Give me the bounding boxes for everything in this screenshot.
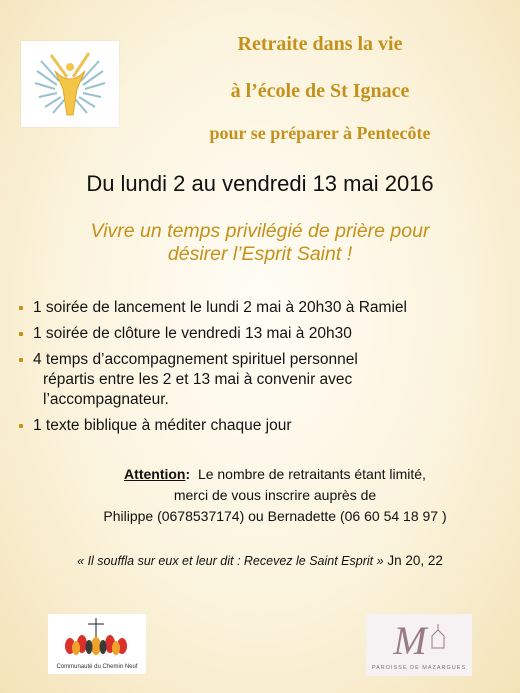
attention-line-2: merci de vous inscrire auprès de <box>173 487 377 503</box>
bullet-text: 1 soirée de clôture le vendredi 13 mai à 20h30 <box>33 325 352 342</box>
title-line-1: Retraite dans la vie <box>237 33 403 55</box>
parish-monogram-icon <box>366 614 472 664</box>
bullet-list <box>18 298 508 442</box>
monogram-letter: M <box>393 618 427 663</box>
title-line-2: à l’école de St Ignace <box>230 80 410 102</box>
quote-text: « Il souffla sur eux et leur dit : Recevez le Saint Esprit » <box>77 554 384 568</box>
bullet-continuation: répartis entre les 2 et 13 mai à convenir avec <box>43 371 353 388</box>
retreat-logo <box>21 41 119 127</box>
mazargues-logo <box>366 614 472 676</box>
chemin-neuf-logo <box>48 614 146 674</box>
bullet-text: 1 soirée de lancement le lundi 2 mai à 20h30 à Ramiel <box>33 299 407 316</box>
community-figures-icon <box>48 614 146 662</box>
list-item <box>18 324 508 344</box>
mazargues-caption: PAROISSE DE MAZARGUES <box>371 665 467 671</box>
quote-reference: Jn 20, 22 <box>387 553 443 568</box>
attention-notice: Attention: Le nombre de retraitants étant limité, merci de vous inscrire auprès de Philippe (0678537174) ou Bernadette (06 60 54 18 97 ) <box>40 464 510 527</box>
bullet-marker <box>19 306 23 310</box>
list-item <box>18 350 508 410</box>
bullet-marker <box>19 424 23 428</box>
tagline-line-1: Vivre un temps privilégié de prière pour <box>90 220 430 242</box>
list-item <box>18 416 508 436</box>
tagline-line-2: désirer l’Esprit Saint ! <box>167 243 353 265</box>
title-line-3: pour se préparer à Pentecôte <box>209 123 431 143</box>
attention-label: Attention <box>124 466 186 482</box>
scripture-quote <box>20 553 500 568</box>
bullet-marker <box>19 332 23 336</box>
contact-line: Philippe (0678537174) ou Bernadette (06 60 54 18 97 ) <box>103 508 447 524</box>
attention-line-1: Le nombre de retraitants étant limité, <box>197 466 426 482</box>
event-dates: Du lundi 2 au vendredi 13 mai 2016 <box>86 171 434 196</box>
bullet-marker <box>19 358 23 362</box>
chemin-neuf-caption: Communauté du Chemin Neuf <box>56 664 138 670</box>
bullet-continuation: l’accompagnateur. <box>43 391 169 408</box>
bullet-text: 4 temps d’accompagnement spirituel personnel <box>33 351 358 368</box>
bullet-text: 1 texte biblique à méditer chaque jour <box>33 417 292 434</box>
tagline <box>20 220 500 266</box>
list-item <box>18 298 508 318</box>
dove-cross-icon <box>21 41 119 127</box>
